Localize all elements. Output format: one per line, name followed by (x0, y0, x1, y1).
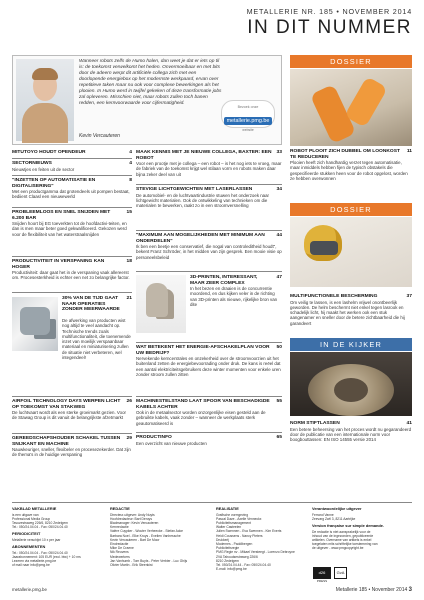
3d-print-image (136, 275, 186, 333)
entry-page: 41 (406, 421, 412, 426)
entry-page: 15 (126, 210, 132, 215)
entry-title: 3D-PRINTEN, INTERESSANT, MAAR ZEER COMPLEX (190, 275, 258, 286)
colophon-line: Medewerkers (110, 554, 130, 559)
entry-page: 55 (276, 399, 282, 404)
divider (12, 292, 132, 293)
badge-top: Bezoek onze (237, 105, 259, 109)
toc-entry[interactable] (12, 178, 132, 200)
divider (12, 433, 132, 434)
entry-title: AIRFOIL TECHNOLOGY DAYS WERPEN LICHT OP TOEKOMST VAN STAKWEG (12, 399, 121, 410)
colophon-line: Bladmanager: Kevin Vercauteren (110, 521, 159, 525)
entry-title: STEVIGE LICHTGEWICHTEN MET LASERLASSEN (136, 187, 253, 192)
issue-meta: METALLERIE NR. 185 • NOVEMBER 2014 (246, 7, 412, 16)
colophon-line: Mike De Craene (110, 546, 134, 551)
colophon-line: Olivier Martin - Erik Steenkist (110, 563, 153, 568)
toolholder-image (12, 297, 58, 351)
stud-welding-photo (290, 352, 412, 416)
entry-page: 4 (129, 161, 132, 166)
website-badge[interactable] (221, 100, 275, 132)
colophon-editorial (110, 507, 210, 567)
colophon-line: Modernes - Paddlbergen (216, 542, 253, 547)
entry-title: MULTIFUNCTIONELE BESCHERMING (290, 294, 378, 299)
toc-entry[interactable] (136, 345, 282, 377)
entry-page: 65 (276, 435, 282, 440)
entry-desc: Een betere beheersing van het proces wordt nu gegarandeerd door de publicatie van een internationale norm voor boogbouttassen: EN ISO 14555 versie 2014 (290, 426, 412, 443)
colophon-line: Professional Media Group (12, 516, 51, 521)
colophon-heading: VAKBLAD METALLERIE (12, 506, 57, 511)
colophon-line: artikelen. Overname van artikels is enkel (312, 538, 372, 542)
gva-logo: GvA (334, 567, 347, 579)
entry-page: 26 (126, 399, 132, 404)
toc-entry[interactable] (12, 436, 132, 458)
spotlight-banner: IN DE KIJKER (290, 338, 412, 351)
toc-entry[interactable] (136, 399, 282, 426)
entry-page: 18 (126, 259, 132, 264)
colophon-heading: Version française sur simple demande. (312, 523, 385, 528)
page-number: 3 (408, 587, 412, 593)
entry-desc: De afwerking van producten wist nog altijd te veel aandacht op. Technische trends zoals multifunctionaliteit, die toenemende inzet van moeilijk verspaanbaar materiaal en miniaturisering zullen de situatie niet verbeteren, wel integendeel! (62, 318, 131, 361)
colophon-line: 8210 Zedelgem (216, 558, 239, 563)
entry-page: 44 (276, 233, 282, 238)
divider (12, 256, 132, 257)
colophon-line: Drukkerij (216, 537, 230, 542)
footer-issue-text: Metallerie 185 • November 2014 (335, 587, 408, 593)
entry-title: 30% VAN DE TIJD GAAT NAAR OPERATIES ZONDER MEERWAARDE (62, 296, 120, 313)
divider (12, 207, 132, 208)
entry-title: PRODUCTIVITEIT IN VERSPANING KAN HOGER (12, 259, 105, 270)
colophon-line: Zeevarg Zwil 3, 8211 Aartrijke (312, 516, 356, 521)
colophon-line: Tel.: 050/24.04.04 - Fax: 050/24.04.40 (12, 525, 68, 530)
toc-entry[interactable] (12, 161, 132, 172)
entry-title: PROBLEEMLOOS EN SNEL SNIJDEN MET 6.200 BAR (12, 210, 111, 221)
toc-entry[interactable] (12, 399, 132, 421)
entry-title: ROBOT PLOOIT ZICH DUBBEL OM LOONKOST TE REDUCEREN (290, 149, 400, 160)
colophon-line: Kernredactie (110, 525, 129, 530)
colophon-line: inhoud van de ingezonden, gepubliceerde (312, 533, 374, 538)
entry-desc: De automobiel- en de luchtvaartindustrie stuwen het onderzoek naar lichtgewicht materialen. Ook de ontwikkeling van technieken om die materialen te bewerken, raakt zo in een stroomversnelling (136, 192, 270, 209)
colophon-line: De redactie is niet aansprakelijk voor de (312, 529, 371, 534)
colophon-line: Barbara Noel - Elke Kruys - Evelien Vanhessche (110, 533, 181, 538)
colophon (12, 502, 412, 584)
divider (136, 432, 282, 433)
colophon-line: E-mail: info@pmg.be (216, 567, 247, 572)
entry-page: 33 (276, 150, 282, 155)
toc-entry[interactable] (190, 275, 282, 307)
entry-desc: In het bezen en draaien is de concurrentie moordend, en dus kijken veler in de richting van 3D-printen als nieuwe, rijkelijke bron van dite (190, 286, 278, 308)
toc-entry[interactable] (12, 150, 132, 156)
entry-desc: Een overzicht van nieuwe producten (136, 440, 207, 446)
feature-entry-stud[interactable] (290, 421, 412, 442)
entry-page: 37 (406, 294, 412, 299)
divider (12, 175, 132, 176)
robot-photo (290, 69, 412, 146)
entry-title: MACHINESTELSTAND LAAT SPOOR VAN BESCHADIGDE KABELS ACHTER (136, 399, 270, 410)
colophon-line: PMG Regie nv - Mikael Versteegt - Lorenzo Debroyne (216, 550, 295, 555)
colophon-production (216, 507, 310, 571)
toc-entry[interactable] (136, 150, 282, 177)
entry-desc: Snijden hoort bij EG toeverkten tot de hoofdactivi-teiten, en dan is men maar beter goed gekwalificeerd. Gekozen werd voor de flexibiliteit van het waterstraalsnijden (12, 221, 127, 237)
dossier-banner-2: DOSSIER (290, 203, 412, 216)
colophon-line: toegelaten mits schriftelijke toestemming van (312, 542, 378, 547)
colophon-legal (312, 507, 412, 551)
colophon-heading: REALISATIE (216, 506, 239, 511)
press-label: PRESS (316, 579, 328, 583)
colophon-heading: Verantwoordelijke uitgever (312, 506, 362, 511)
divider (12, 396, 132, 397)
toc-entry[interactable] (136, 233, 282, 260)
entry-title: MITUTOYO HOUDT OPENDEUR (12, 150, 86, 155)
entry-title: PRODUCTINFO (136, 435, 172, 440)
divider (136, 396, 282, 397)
colophon-line: Heidi Coussens - Nancy Pieters (216, 533, 263, 538)
entry-title: MAAK KENNIS MET JE NIEUWE COLLEGA, BAXTER: EEN ROBOT (136, 150, 272, 161)
entry-title: GEREEDSCHAPSHOUDER SCHAKEL TUSSEN SNIJKANT EN MACHINE (12, 436, 121, 447)
entry-title: "MAXIMUM AAN MOGELIJKHEDEN MET MINIMUM AAN ONDERDELEN" (136, 233, 265, 244)
colophon-line: Lezeren via metallerie.pmg.be (12, 559, 57, 564)
divider (136, 184, 282, 185)
entry-desc: Plooien heeft zich handhardig verzet tegen automatisatie, maar inmiddels hebben fijen de typisch obstakels die gespecifieerde stukken heen voor de robot opgelost, worden ze hebben overwonnen (290, 160, 408, 182)
colophon-line: de uitgever - www.pmgcopyright.be (312, 546, 364, 551)
editorial-intro (12, 55, 282, 145)
toc-entry[interactable] (136, 187, 282, 208)
colophon-line: Nik Reuvens (110, 550, 129, 555)
colophon-heading: PERIODICITEIT (12, 531, 41, 537)
colophon-line: Directeur-uitgever: Andy Nuyts (110, 512, 155, 517)
colophon-line: Julien Swennen - Eva Swennen - Kim Everts (216, 529, 282, 534)
colophon-line: Valère Cuypker - Wouter Verheecke - Stefan Acke (110, 529, 183, 534)
colophon-line: Metallerie verschijnt 10 x per jaar (12, 538, 61, 542)
feature-entry-robot[interactable] (290, 149, 412, 181)
entry-page: 4 (129, 150, 132, 155)
entry-desc: Ik ben een beetje een conservatief, die nogal van controleditheid houdt", bekent Franz Schröder, in het midden van zijn gesprek. Een mooie visie op personeelsbeleid (136, 244, 282, 260)
publisher-logos (313, 567, 365, 583)
colophon-line: Kevin Vercauteren - Bart De Moor (110, 537, 160, 542)
toc-entry[interactable] (62, 296, 132, 313)
entry-desc: Nervekende kerncentrales en onzekerheid over de stroomvoorzien uit het buitenland zetten de energiebevoorrading onder druk. De kans is reëel dat een aantal elektriciteitsgebruikers deze winter momenten voor enkele uren zonder stroom zullen zitten (136, 356, 281, 378)
editor-signature: Kevin Vercauteren (79, 133, 120, 139)
colophon-line: ZVA Tahoudsestraweg 226/6 (216, 554, 258, 559)
entry-desc: Nieuwtjes en feiten uit de sector (12, 166, 75, 172)
colophon-line: Jaarabonnement: 105 EUR (excl. btw) + 10 nrs (12, 555, 81, 559)
colophon-line: Ferrand Vanne (312, 512, 334, 517)
welding-helmet-photo (290, 217, 412, 287)
colophon-line: Publiciteitsregie (216, 546, 240, 551)
colophon-line: Publiciteitsmanagement (216, 521, 252, 525)
colophon-line: Tavuzestraweg 226/6, 8210 Zedelgem (12, 521, 68, 525)
entry-desc-wrap (62, 318, 132, 361)
colophon-heading: REDACTIE (110, 506, 130, 511)
colophon-line: of mail naar info@pmg.be (12, 563, 50, 568)
entry-desc: Productiviteit: daar gaat het in de verspaning vaak allereerst om. Procesesterkheid is echter een net zo belangrijke factor. (12, 270, 130, 281)
colophon-line: Pascal Daze - Axelle Venneckx (216, 516, 262, 521)
divider (136, 230, 282, 231)
divider (136, 271, 282, 272)
colophon-line: Grafische vormgeving (216, 512, 249, 517)
toc-entry[interactable] (12, 259, 132, 281)
colophon-line: Tel.: 050/24.04.04 - Fax: 050/24.04.40 (12, 550, 68, 555)
dossier-banner-1: DOSSIER (290, 55, 412, 68)
badge-url[interactable]: metallerie.pmg.be (224, 117, 273, 125)
entry-desc: Met een productgamma dat grotendeels uit pompen bestaat, bediient Claasl een nieuwewerld (12, 189, 130, 200)
toc-entry[interactable] (12, 210, 132, 237)
entry-page: 21 (126, 296, 132, 301)
entry-desc: Om veilig te lassen, is een lashelm vrijwel onontbeerlijk geworden. De helm beschermt niet enkel tegen lasrook en schadelijk licht, hij maakt het werken ook een stuk aangenamer en sneller door de betere zichtbaarheid die hij garandeert (290, 299, 405, 326)
entry-page: 50 (276, 345, 282, 350)
colophon-line: Hoofdredacteur: Bart Deruys (110, 516, 152, 521)
entry-page: 11 (406, 149, 412, 154)
entry-desc: Ook in de metaalsector worden onzorgenlijke eisen gesteld aan de gebruikte kabels, vaak zonder – wanneer de werkplaats sterk geautomatiseerd is (136, 410, 266, 426)
entry-title: NORM STIFTLASSEN (290, 421, 340, 426)
d26-press-logo: d26 (313, 567, 331, 579)
feature-entry-helmet[interactable] (290, 294, 412, 326)
colophon-line: Tel. 050/24.04.44 - Fax: 050/24.04.40 (216, 563, 271, 568)
editorial-text: Wanneer robots zelfs de Humo halen, dan weet je dat er iets op til is: de toekomst verwelkomt het heden. Onvermoeibaar en met bits door de adeern werpt dit artificiële collega zich met een doorlopende energiebox op het modernste werkpaard, ervan over repetitieve taken maar nu ook voor complexe bewerkingen als het plooien. In Humo werd in twijfel gekeken of deze transformatie jobs zal opleveren. Misschien niet, maar robots zullen toch banen redden, een kernvoorwaarde voor cijfermatigheid. (79, 59, 222, 106)
footer-url[interactable]: metallerie.pmg.be (12, 587, 47, 592)
colophon-line: Jan Vanhumb - Tom Buyts - Peter Verbier - Luc Ghijs (110, 558, 188, 563)
footer-issue (336, 587, 412, 593)
entry-desc: Nauwkeuriger, sneller, flexibeler en procesezekerder. Dat zijn de thema's in de huidige verspaning (12, 447, 131, 458)
colophon-line: is een uitgave van (12, 512, 39, 517)
entry-page: 47 (276, 275, 282, 280)
entry-desc: De luchtvaart wordt als een sterke groeimarkt gezien. Voor de Stawag Group is dit vanuit de belangrijkste afzetmarkt (12, 410, 126, 421)
entry-page: 29 (126, 436, 132, 441)
colophon-publisher (12, 507, 104, 568)
entry-title: SECTORNIEUWS (12, 161, 52, 166)
page-title: IN DIT NUMMER (247, 17, 412, 38)
colophon-line: Eindredactie (110, 542, 129, 547)
toc-entry[interactable] (136, 435, 282, 446)
editor-portrait (16, 59, 74, 141)
badge-bottom: website (242, 128, 254, 132)
entry-page: 8 (129, 178, 132, 183)
colophon-line: Walter Casteelen (216, 525, 242, 530)
colophon-heading: ABONNEMENTEN (12, 544, 46, 550)
entry-title: WAT BETEKENT HET ENERGIE-AFSCHAKELPLAN VOOR UW BEDRIJF? (136, 345, 270, 356)
entry-desc: Voor een prootje met je collega – een robot – is het nog iets te vroeg, maar de fabriek van de toekomst krijgt wel stilaan vorm en robots maken daar bijna zeker deel van uit (136, 161, 282, 177)
entry-title: "INZETTEN OP AUTOMATISATIE EN DIGITALISERING" (12, 178, 96, 189)
divider (136, 342, 282, 343)
entry-page: 34 (276, 187, 282, 192)
divider (12, 158, 132, 159)
